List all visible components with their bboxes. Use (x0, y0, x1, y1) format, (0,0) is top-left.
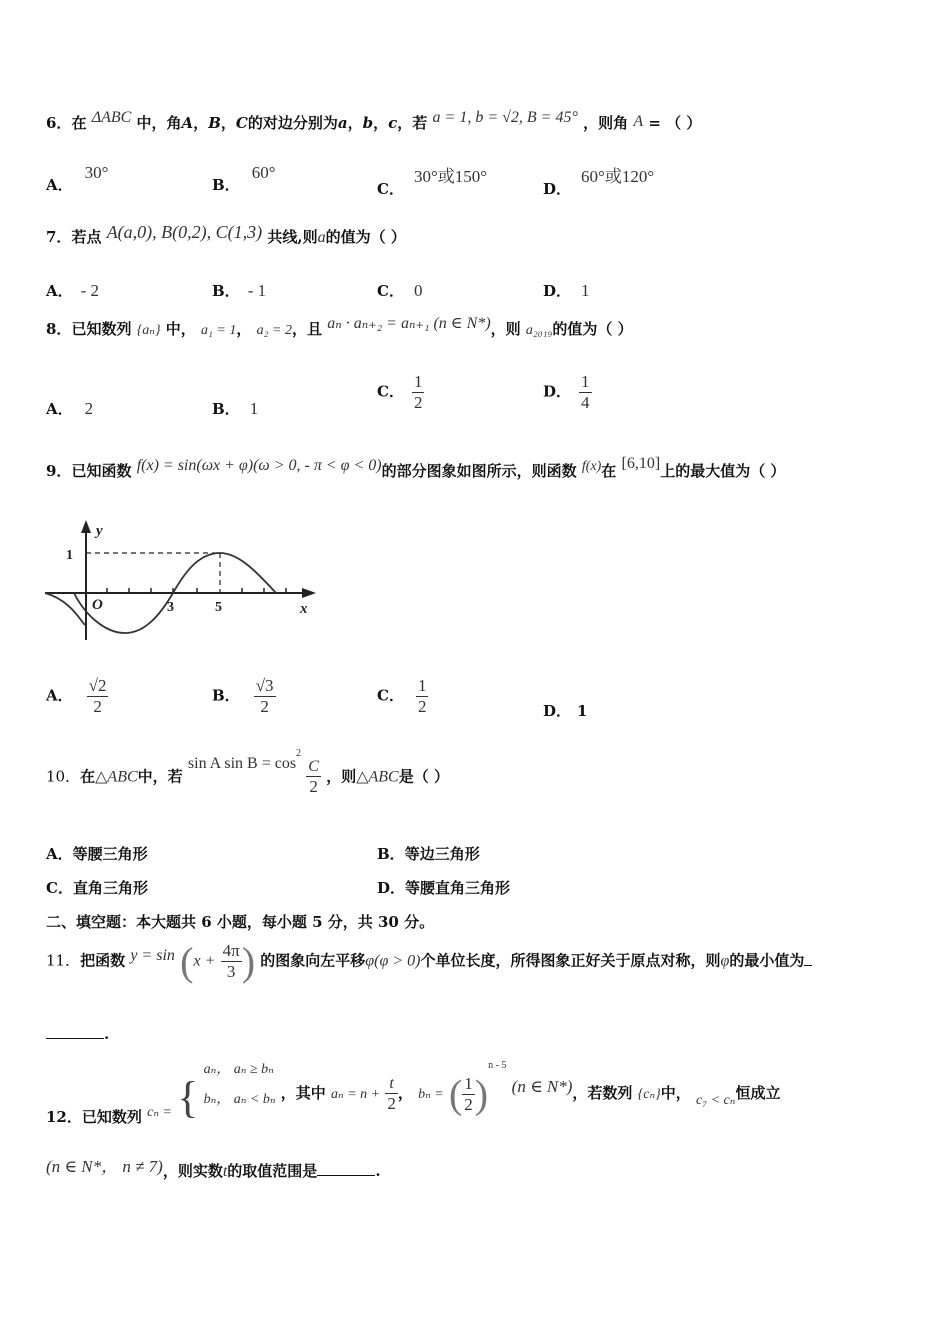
fraction-numerator: √3 (255, 676, 274, 695)
q6-stem (46, 109, 702, 133)
q11-text: 的最小值为 (729, 951, 805, 970)
q10-number: 10． (46, 767, 81, 786)
q8-a2: a₂ = 2 (256, 323, 292, 338)
q11-phi: φ (365, 952, 375, 970)
q12-an: aₙ = n + (331, 1087, 381, 1102)
q8-text: 中， (165, 320, 196, 338)
q12-period: . (375, 1162, 381, 1180)
fraction-denominator: 2 (464, 1094, 473, 1114)
q8-stem (46, 315, 633, 339)
q6-comma: ， (347, 114, 363, 132)
q6-angle-b: B (208, 114, 221, 132)
q7-option-d[interactable] (543, 280, 590, 301)
q11-text: 个单位长度，所得图象正好关于原点对称，则 (420, 951, 721, 970)
q7-number: 7． (46, 228, 72, 246)
q6-text: ，则角 (583, 114, 629, 132)
q12-t-fraction (385, 1075, 398, 1114)
option-label: C． (377, 382, 404, 401)
answer-blank-start (804, 965, 812, 966)
q8-option-b[interactable] (212, 398, 258, 419)
q10-stem (46, 747, 449, 797)
q11-period: . (104, 1025, 110, 1043)
q12-answer-blank[interactable] (317, 1175, 375, 1176)
q12-text: 的取值范围是 (227, 1162, 318, 1180)
q8-a1: a₁ = 1 (201, 323, 237, 338)
q6-side-c: c (388, 114, 398, 132)
q12-text: 恒成立 (735, 1084, 781, 1102)
option-value: 直角三角形 (72, 879, 148, 897)
q12-text: 已知数列 (81, 1108, 142, 1126)
q12-exponent: n - 5 (488, 1060, 507, 1071)
q12-case1: aₙ， aₙ ≥ bₙ (203, 1062, 274, 1077)
q8-option-c[interactable] (377, 372, 424, 413)
q10-option-b[interactable] (377, 843, 480, 864)
left-brace-icon: { (177, 1073, 199, 1122)
q7-option-b[interactable] (212, 280, 266, 301)
q11-stem (46, 938, 812, 985)
q7-stem (46, 222, 406, 247)
option-value: 等边三角形 (404, 845, 480, 863)
sine-curve (45, 593, 85, 625)
q11-text: 把函数 (80, 951, 126, 970)
q6-option-a[interactable] (46, 162, 109, 194)
q6-number: 6． (46, 114, 72, 132)
q9-stem (46, 455, 786, 481)
q12-stem (46, 1058, 781, 1126)
fraction-denominator: 2 (417, 697, 427, 716)
q9-function: f(x) = sin(ωx + φ)(ω > 0, - π < φ < 0) (136, 457, 382, 474)
y-tick-one: 1 (66, 548, 73, 563)
q6-triangle: ΔABC (91, 109, 132, 126)
q9-number: 9． (46, 462, 72, 480)
q6-comma: ， (373, 114, 389, 132)
q8-option-a[interactable] (46, 398, 93, 419)
q10-equation-exponent: 2 (296, 747, 302, 759)
q11-number: 11． (46, 951, 81, 970)
q7-var-a: a (317, 229, 326, 246)
q10-text: 是（ ） (398, 767, 449, 786)
y-axis-arrow (81, 520, 91, 533)
fraction-numerator: C (308, 758, 319, 775)
q12-inequality: c₇ < cₙ (696, 1093, 736, 1108)
q12-condition: (n ∈ N*， n ≠ 7) (46, 1157, 163, 1176)
option-value: 1 (249, 399, 259, 418)
q12-text: ，若数列 (572, 1084, 633, 1102)
x-tick-three: 3 (167, 600, 174, 615)
option-value: - 2 (80, 281, 100, 300)
fraction-numerator: 1 (413, 372, 423, 391)
option-label: B． (212, 400, 240, 418)
q6-text: ，若 (397, 114, 428, 132)
q12-stem-cont (46, 1156, 381, 1181)
q8-text: 已知数列 (71, 320, 132, 338)
q7-text: 的值为（ ） (325, 228, 406, 246)
fraction-numerator: 1 (581, 372, 590, 391)
right-paren-icon: ) (474, 1071, 489, 1117)
option-label: D． (543, 382, 572, 401)
q12-sequence: {cₙ} (637, 1087, 661, 1102)
option-label: C． (46, 879, 73, 897)
option-label: B． (212, 686, 240, 705)
q12-number: 12． (46, 1108, 82, 1126)
x-tick-five: 5 (215, 600, 222, 615)
x-axis-label: x (300, 601, 308, 617)
option-fraction (87, 676, 109, 717)
option-label: A． (46, 176, 73, 194)
q6-condition: a = 1, b = √2, B = 45° (432, 109, 578, 126)
fraction-numerator: t (389, 1074, 394, 1092)
fraction-denominator: 4 (581, 393, 590, 412)
q10-fraction (306, 758, 321, 797)
q11-answer-blank[interactable] (46, 1038, 104, 1039)
q6-option-b[interactable] (212, 162, 276, 194)
fraction-denominator: 2 (87, 696, 109, 717)
q12-case2: bₙ， aₙ < bₙ (203, 1092, 276, 1107)
option-label: B． (377, 845, 405, 863)
option-label: B． (212, 282, 240, 300)
q8-comma: ， (236, 320, 252, 338)
q9-option-d[interactable] (543, 700, 587, 721)
option-label: D． (543, 702, 572, 720)
option-fraction (579, 372, 592, 413)
q6-side-a: a (337, 114, 348, 132)
q10-text: ，则 (326, 767, 357, 786)
q7-option-a[interactable] (46, 280, 99, 301)
q8-text: ，则 (490, 320, 521, 338)
q12-text: ，则实数 (162, 1162, 223, 1180)
q6-text: 中，角 (136, 114, 182, 132)
q12-bn: bₙ = (418, 1087, 444, 1102)
q8-sequence: {aₙ} (136, 323, 161, 338)
q7-text: 共线,则 (267, 228, 318, 246)
q6-angle-a2: A (633, 113, 644, 130)
q7-option-c[interactable] (377, 280, 422, 301)
option-value: 60° (251, 163, 276, 182)
q11-inner: x + (193, 952, 216, 970)
q9-text: 的部分图象如图所示，则函数 (381, 462, 577, 480)
q9-text: 在 (601, 462, 617, 480)
q6-text: 的对边分别为 (247, 114, 338, 132)
left-paren-icon: ( (448, 1071, 463, 1117)
q10-equation-left: sin A sin B = cos (187, 754, 297, 772)
fraction-denominator: 2 (387, 1093, 396, 1113)
fraction-denominator: 3 (221, 961, 242, 982)
option-value: 1 (577, 702, 588, 720)
q7-text: 若点 (71, 228, 102, 246)
q12-cn: cₙ = (147, 1105, 172, 1120)
option-value: 等腰三角形 (72, 845, 148, 863)
q12-text: ，其中 (280, 1084, 326, 1102)
q9-option-a[interactable] (46, 676, 108, 717)
q11-fraction (221, 941, 242, 982)
option-value: 30° (84, 163, 109, 182)
right-paren-icon: ) (241, 939, 256, 984)
origin-label: O (92, 597, 103, 613)
option-label: C． (377, 686, 404, 705)
q12-domain: (n ∈ N*) (511, 1077, 573, 1096)
option-label: A． (46, 686, 73, 705)
q11-text: 的图象向左平移 (260, 951, 366, 970)
fraction-numerator: 1 (417, 676, 427, 695)
q7-points: A(a,0), B(0,2), C(1,3) (106, 222, 263, 242)
q6-option-d[interactable] (543, 162, 655, 198)
option-label: C． (377, 180, 404, 198)
y-axis-label: y (96, 523, 103, 539)
fraction-numerator: √2 (88, 676, 107, 695)
q9-text: 已知函数 (71, 462, 132, 480)
q9-option-c[interactable] (377, 676, 428, 717)
option-value: - 1 (247, 281, 267, 300)
option-label: A． (46, 282, 73, 300)
q11-answer-line (46, 1025, 109, 1043)
q6-comma: ， (193, 114, 209, 132)
option-fraction (412, 372, 425, 413)
option-label: D． (543, 282, 572, 300)
fraction-denominator: 2 (306, 776, 321, 797)
q9-graph (40, 515, 330, 645)
q10-text: 在 (80, 767, 96, 786)
q8-target: a₂₀₁₉ (525, 323, 553, 338)
option-value: 30°或150° (413, 167, 488, 186)
q11-condition: (φ > 0) (374, 952, 421, 970)
q8-text: ，且 (291, 320, 322, 338)
option-value: 60°或120° (581, 167, 655, 186)
q10-text: 中，若 (137, 767, 183, 786)
option-label: A． (46, 400, 73, 418)
q11-phi2: φ (720, 952, 730, 970)
q10-option-a[interactable] (46, 843, 148, 864)
q8-option-d[interactable] (543, 372, 592, 413)
option-value: 等腰直角三角形 (405, 879, 511, 897)
q10-option-d[interactable] (377, 877, 510, 898)
q9-option-b[interactable] (212, 676, 276, 717)
option-label: D． (377, 879, 406, 897)
q12-var-t: t (222, 1163, 228, 1180)
q9-text: 上的最大值为（ ） (660, 462, 786, 480)
q12-text: 中， (660, 1084, 691, 1102)
fraction-denominator: 2 (413, 393, 423, 412)
q9-fx: f(x) (581, 459, 602, 474)
option-value: 0 (413, 281, 423, 300)
q6-option-c[interactable] (377, 162, 488, 198)
option-label: C． (377, 282, 404, 300)
q12-half-fraction (462, 1074, 475, 1115)
option-fraction (254, 676, 276, 717)
q8-relation: aₙ · aₙ₊₂ = aₙ₊₁ (n ∈ N*) (327, 315, 491, 332)
fraction-denominator: 2 (254, 696, 276, 717)
q6-side-b: b (362, 114, 374, 132)
q6-text: = （ ） (648, 114, 702, 132)
option-value: 2 (84, 399, 94, 418)
option-label: A． (46, 845, 73, 863)
fraction-numerator: 1 (464, 1073, 473, 1093)
x-axis-arrow (302, 588, 316, 598)
q10-triangle: △ABC (95, 768, 138, 786)
q8-text: 的值为（ ） (552, 320, 633, 338)
section-heading-fill-in: 二、填空题：本大题共 6 小题，每小题 5 分，共 30 分。 (46, 913, 435, 931)
option-label: D． (543, 180, 572, 198)
left-paren-icon: ( (180, 939, 194, 984)
q9-interval: [6,10] (621, 455, 661, 472)
q6-angle-a: A (181, 114, 194, 132)
q6-angle-c: C (235, 114, 248, 132)
option-label: B． (212, 176, 240, 194)
q10-triangle2: △ABC (356, 768, 399, 786)
q8-number: 8． (46, 320, 72, 338)
option-fraction (416, 676, 429, 717)
q12-cases (204, 1058, 276, 1108)
q6-comma: ， (220, 114, 236, 132)
q12-comma: ， (397, 1084, 413, 1102)
q11-function-y: y = sin (130, 946, 175, 964)
option-value: 1 (581, 281, 590, 300)
q6-text: 在 (71, 114, 87, 132)
q10-option-c[interactable] (46, 877, 148, 898)
fraction-numerator: 4π (222, 941, 240, 960)
